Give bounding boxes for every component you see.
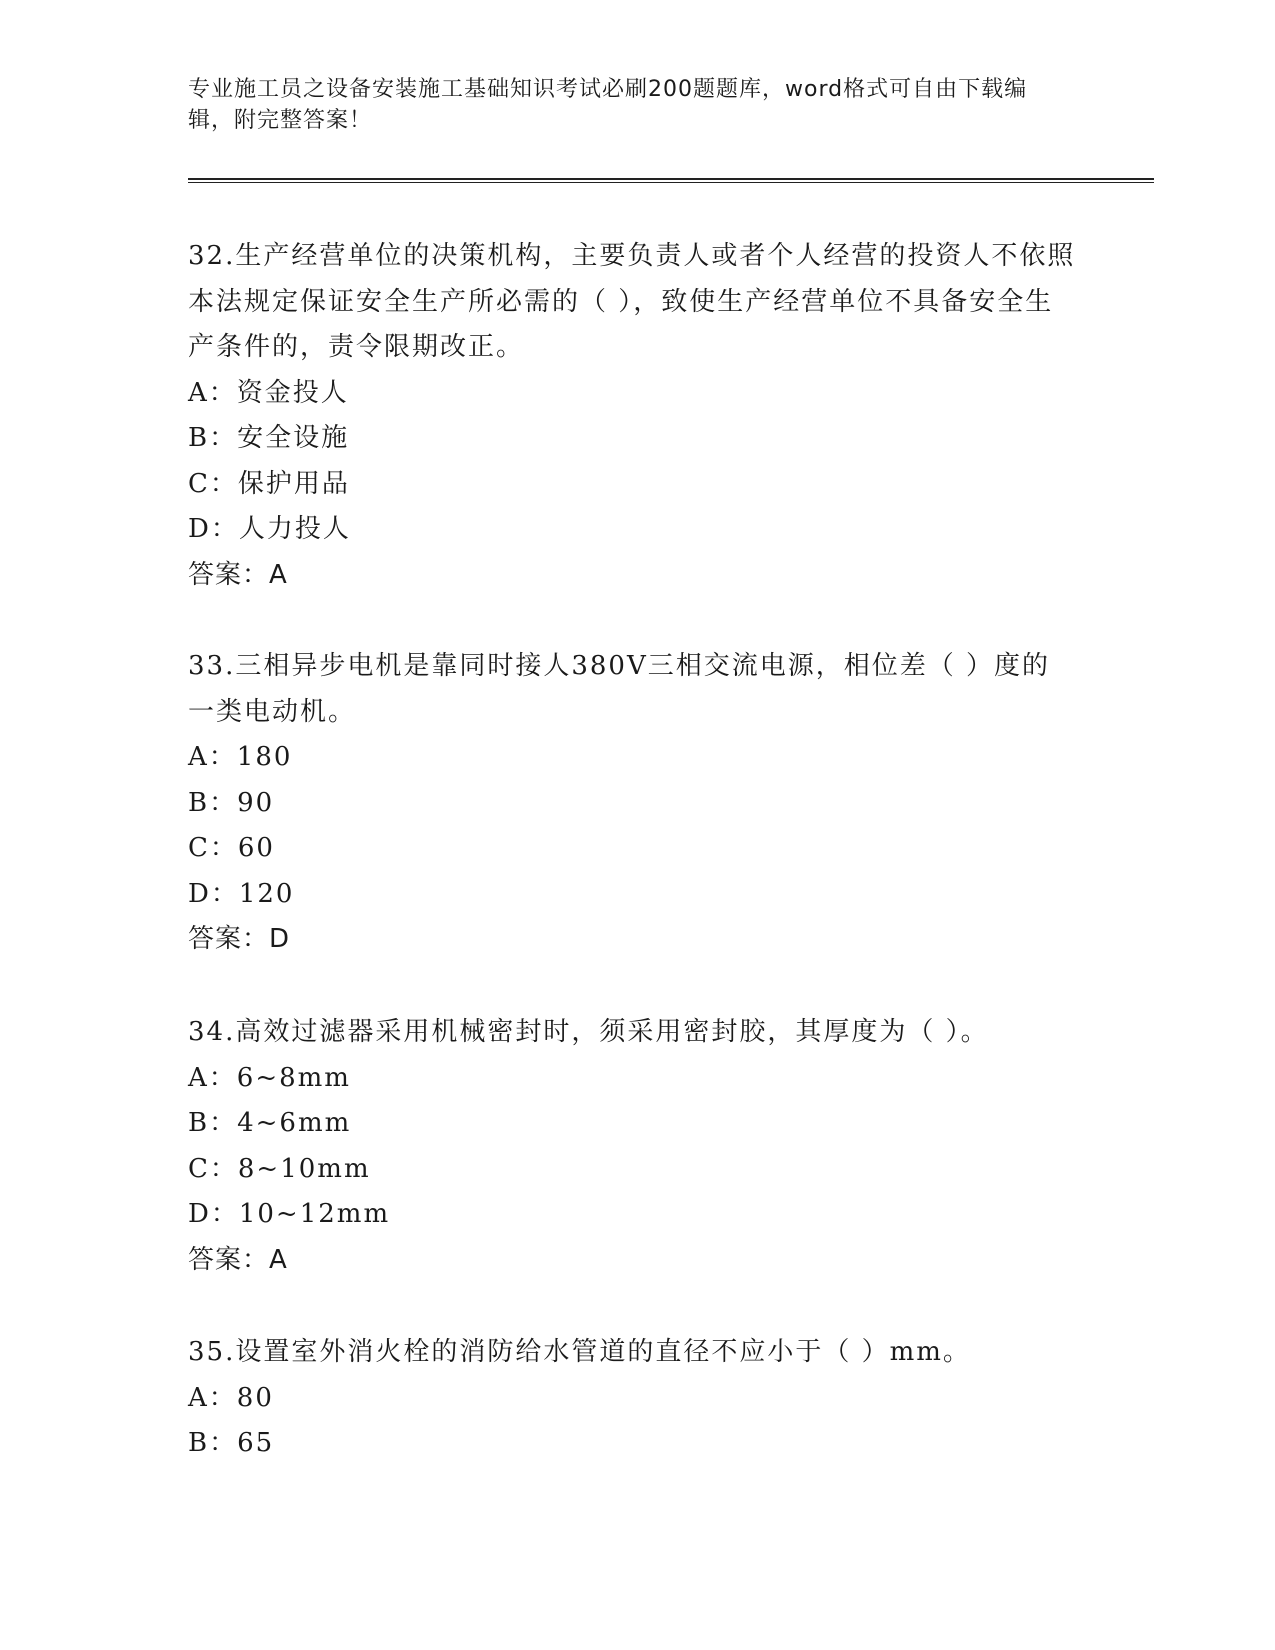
option-c: C：保护用品	[188, 468, 350, 499]
option-a: A：180	[188, 742, 293, 772]
question-stem: 34.高效过滤器采用机械密封时，须采用密封胶，其厚度为（ ）。	[188, 1017, 989, 1047]
option-b: B：4~6mm	[188, 1108, 352, 1138]
option-d: D：人力投人	[188, 514, 351, 544]
question-34	[188, 1010, 1078, 1283]
document-header: 专业施工员之设备安装施工基础知识考试必刷200题题库，word格式可自由下载编辑，附完整答案！	[188, 77, 1028, 133]
option-d: D：120	[188, 878, 295, 909]
answer-line: 答案：A	[188, 559, 288, 590]
question-stem: 33.三相异步电机是靠同时接人380V三相交流电源，相位差（ ）度的一类电动机。	[188, 651, 1051, 727]
question-33	[188, 644, 1078, 963]
option-c: C：8~10mm	[188, 1153, 371, 1184]
answer-line: 答案：A	[188, 1244, 288, 1275]
option-b: B：65	[188, 1428, 275, 1458]
option-a: A：资金投人	[188, 377, 349, 408]
answer-line: 答案：D	[188, 924, 291, 954]
option-a: A：80	[188, 1382, 274, 1413]
option-b: B：安全设施	[188, 423, 350, 453]
header-divider	[188, 178, 1154, 183]
question-35	[188, 1330, 1078, 1467]
option-a: A：6~8mm	[188, 1062, 351, 1093]
question-stem: 35.设置室外消火栓的消防给水管道的直径不应小于（ ）mm。	[188, 1337, 971, 1367]
question-32	[188, 234, 1078, 598]
option-d: D：10~12mm	[188, 1199, 391, 1229]
option-b: B：90	[188, 787, 275, 818]
question-stem: 32.生产经营单位的决策机构，主要负责人或者个人经营的投资人不依照本法规定保证安全生产所必需的（ ），致使生产经营单位不具备安全生产条件的，责令限期改正。	[188, 241, 1076, 362]
option-c: C：60	[188, 833, 275, 863]
